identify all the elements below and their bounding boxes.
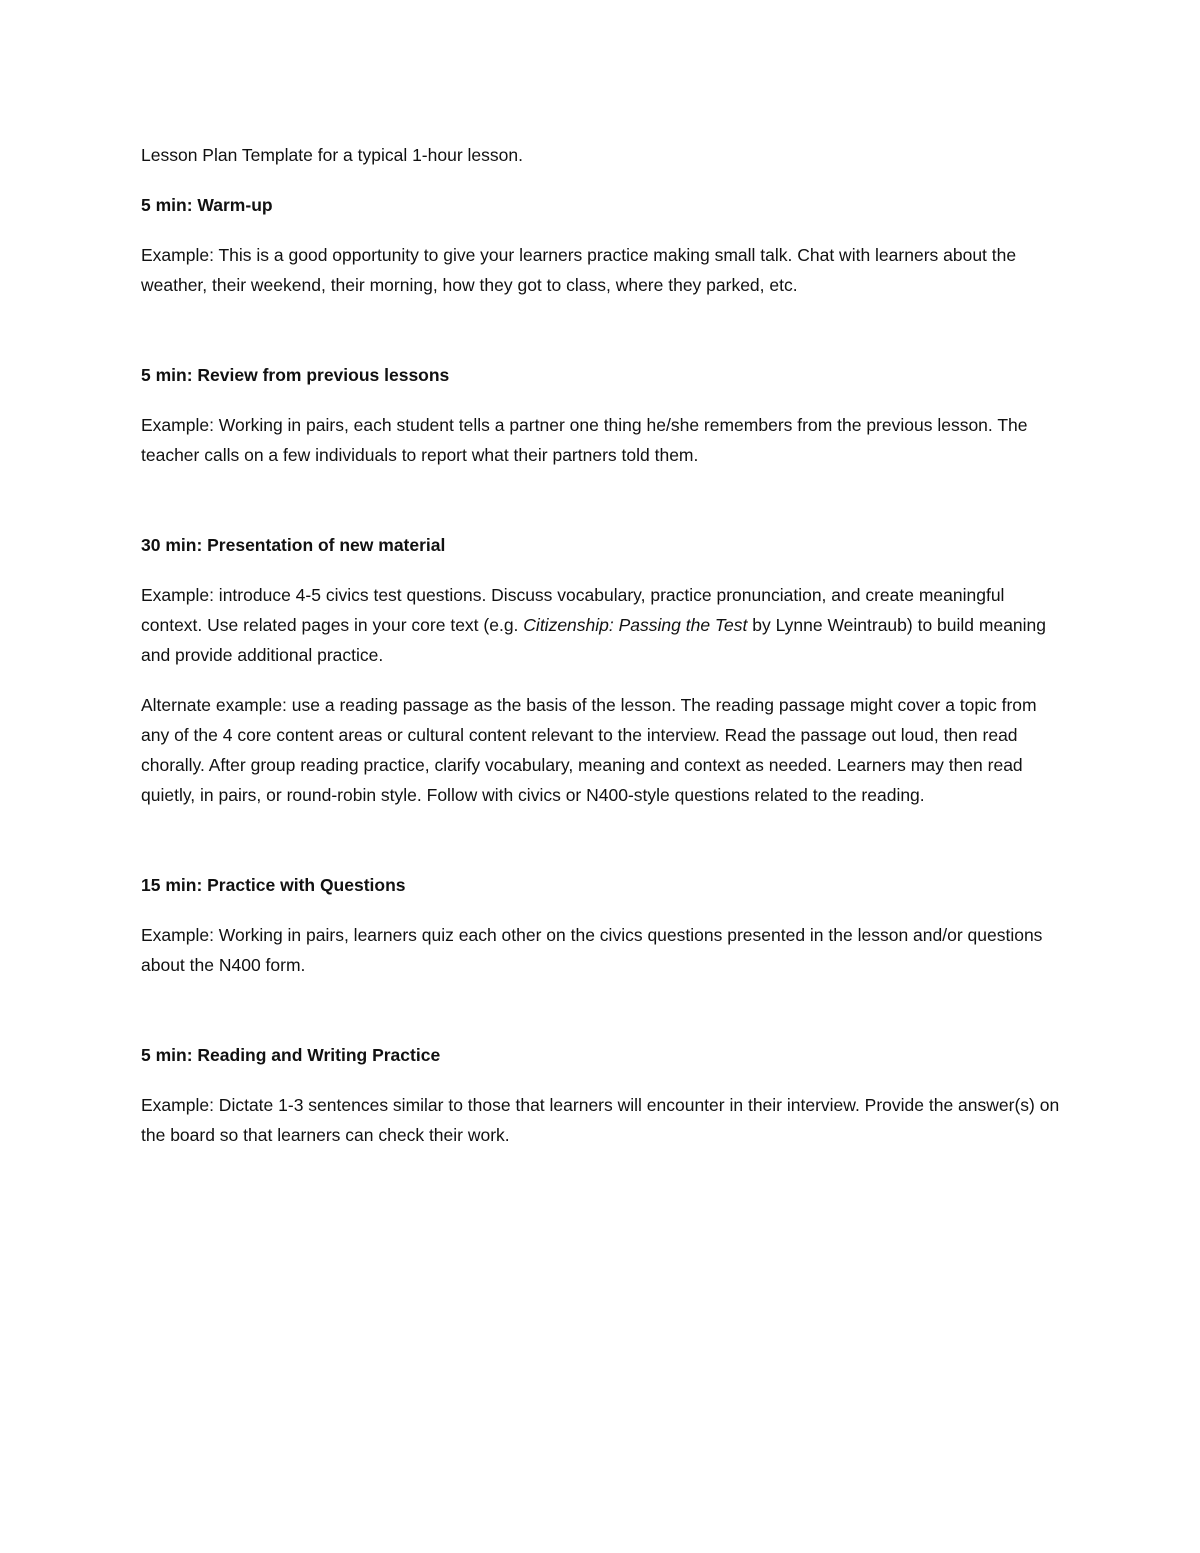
section-heading-practice-questions: 15 min: Practice with Questions: [141, 875, 406, 895]
section-heading-warm-up: 5 min: Warm-up: [141, 195, 273, 215]
presentation-book-title: Citizenship: Passing the Test: [523, 615, 748, 635]
section-body-presentation: [141, 580, 1061, 670]
document-title: Lesson Plan Template for a typical 1-hour lesson.: [141, 145, 523, 165]
section-body-warm-up: Example: This is a good opportunity to give your learners practice making small talk. Chat with learners about the weather, their weekend, their morning, how they got to class, where they parked, etc.: [141, 245, 1017, 295]
presentation-text-part1: Example: introduce 4-5 civics test questions. Discuss vocabulary, practice pronunciation, and create meaningful context. Use related pages in your core text (e.g.: [141, 585, 1005, 635]
section-body-alternate-example: Alternate example: use a reading passage as the basis of the lesson. The reading passage might cover a topic from any of the 4 core content areas or cultural content relevant to the interview. Read the passage out loud, then read chorally. After group reading practice, clarify vocabulary, meaning and context as needed. Learners may then read quietly, in pairs, or round-robin style. Follow with civics or N400-style questions related to the reading.: [141, 695, 1037, 805]
section-heading-presentation: 30 min: Presentation of new material: [141, 535, 446, 555]
presentation-text-part2: by Lynne Weintraub) to build meaning and provide additional practice.: [141, 615, 1047, 665]
section-heading-reading-writing: 5 min: Reading and Writing Practice: [141, 1045, 441, 1065]
section-body-practice-questions: Example: Working in pairs, learners quiz each other on the civics questions presented in the lesson and/or questions about the N400 form.: [141, 925, 1043, 975]
section-body-reading-writing: Example: Dictate 1-3 sentences similar to those that learners will encounter in their interview. Provide the answer(s) on the board so that learners can check their work.: [141, 1095, 1060, 1145]
section-body-review: Example: Working in pairs, each student tells a partner one thing he/she remembers from the previous lesson. The teacher calls on a few individuals to report what their partners told them.: [141, 415, 1028, 465]
document-page: [141, 140, 1061, 1170]
section-heading-review: 5 min: Review from previous lessons: [141, 365, 450, 385]
